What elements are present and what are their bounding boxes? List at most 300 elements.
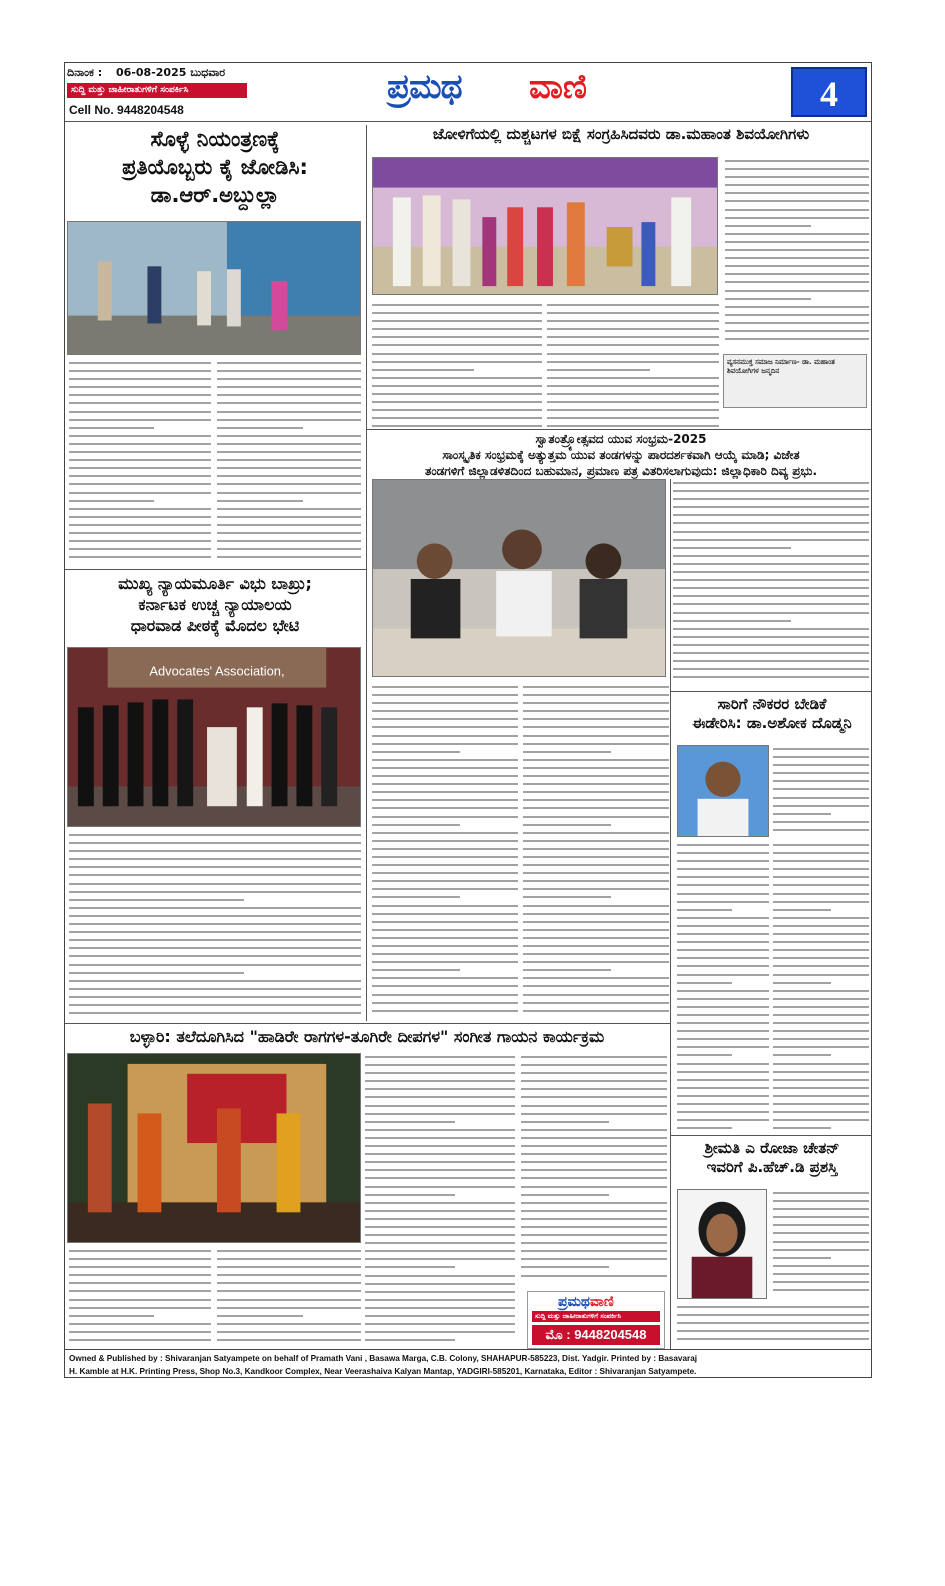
text-line-placeholder — [372, 837, 518, 845]
text-line-placeholder — [372, 366, 474, 374]
text-line-placeholder — [523, 813, 669, 821]
text-line-placeholder — [69, 1279, 211, 1287]
text-line-placeholder — [217, 375, 361, 383]
text-line-placeholder — [372, 382, 542, 390]
text-line-placeholder — [217, 1312, 303, 1320]
headline-line: ಮುಖ್ಯ ನ್ಯಾಯಮೂರ್ತಿ ವಿಭು ಬಾಖ್ರು; — [118, 574, 312, 593]
text-line-placeholder — [69, 1271, 211, 1279]
headline-line: ಸ್ವಾತಂತ್ರ್ಯೋತ್ಸವದ ಯುವ ಸಂಭ್ರಮ-2025 — [535, 432, 707, 446]
text-line-placeholder — [372, 341, 542, 349]
text-line-placeholder — [523, 974, 669, 982]
text-line-placeholder — [547, 366, 650, 374]
text-line-placeholder — [521, 1174, 667, 1182]
text-line-placeholder — [521, 1118, 609, 1126]
text-line-placeholder — [521, 1191, 609, 1199]
text-line-placeholder — [521, 1215, 667, 1223]
text-line-placeholder — [69, 464, 211, 472]
text-line-placeholder — [372, 406, 542, 414]
text-line-placeholder — [372, 723, 518, 731]
text-line-placeholder — [217, 1320, 361, 1328]
text-line-placeholder — [69, 448, 211, 456]
text-line-placeholder — [372, 974, 518, 982]
text-line-placeholder — [365, 1215, 515, 1223]
date-line — [67, 66, 225, 80]
text-line-placeholder — [365, 1158, 515, 1166]
text-line-placeholder — [523, 902, 669, 910]
text-line-placeholder — [372, 1007, 518, 1015]
imprint-line-2: H. Kamble at H.K. Printing Press, Shop No.3, Kandkoor Complex, Near Veerashaiva Kalyan Mantap, YADGIRI-585201, Karnataka, Editor : Shivaranjan Satyampete. — [69, 1367, 697, 1376]
date-value: 06-08-2025 ಬುಧವಾರ — [116, 66, 226, 79]
text-line-placeholder — [523, 926, 669, 934]
headline-shivayogi: ಜೋಳಿಗೆಯಲ್ಲಿ ದುಶ್ಚಟಗಳ ಬಿಕ್ಷೆ ಸಂಗ್ರಹಿಸಿದವರು ಡಾ.ಮಹಾಂತ ಶಿವಯೋಗಿಗಳು — [432, 125, 810, 143]
text-line-placeholder — [69, 855, 361, 863]
text-line-placeholder — [521, 1223, 667, 1231]
text-line-placeholder — [773, 1084, 869, 1092]
text-line-placeholder — [365, 1231, 515, 1239]
text-line-placeholder — [69, 936, 361, 944]
text-line-placeholder — [521, 1142, 667, 1150]
text-line-placeholder — [372, 869, 518, 877]
text-line-placeholder — [365, 1085, 515, 1093]
text-line-placeholder — [773, 1060, 869, 1068]
text-line-placeholder — [521, 1263, 609, 1271]
text-line-placeholder — [521, 1126, 667, 1134]
text-line-placeholder — [217, 1255, 361, 1263]
text-line-placeholder — [673, 528, 869, 536]
text-line-placeholder — [372, 301, 542, 309]
text-line-placeholder — [773, 873, 869, 881]
text-line-placeholder — [523, 999, 669, 1007]
newspaper-logo — [387, 67, 607, 117]
text-line-placeholder — [677, 1335, 869, 1343]
text-line-placeholder — [677, 1124, 732, 1132]
text-line-placeholder — [217, 472, 361, 480]
text-line-placeholder — [69, 863, 361, 871]
text-line-placeholder — [69, 1304, 211, 1312]
text-line-placeholder — [365, 1320, 515, 1328]
promo-strip: ಸುದ್ದಿ ಮತ್ತು ಜಾಹೀರಾತುಗಳಿಗೆ ಸಂಪರ್ಕಿಸಿ — [532, 1311, 660, 1322]
text-line-placeholder — [677, 1043, 769, 1051]
text-line-placeholder — [365, 1223, 515, 1231]
text-line-placeholder — [547, 382, 719, 390]
text-line-placeholder — [365, 1102, 515, 1110]
newspaper-page — [64, 62, 872, 1378]
text-line-placeholder — [69, 545, 211, 553]
photo-mosquito-inspection — [67, 221, 361, 355]
text-line-placeholder — [69, 944, 361, 952]
text-line-placeholder — [523, 910, 669, 918]
text-line-placeholder — [69, 383, 211, 391]
text-line-placeholder — [69, 880, 361, 888]
text-line-placeholder — [677, 1068, 769, 1076]
article-text-music-col1a — [69, 1247, 211, 1345]
headline-mosquito-control — [65, 125, 365, 209]
text-line-placeholder — [69, 969, 244, 977]
text-line-placeholder — [773, 1019, 869, 1027]
text-line-placeholder — [523, 966, 611, 974]
text-line-placeholder — [725, 189, 869, 197]
text-line-placeholder — [69, 896, 244, 904]
article-text-music-col3 — [521, 1053, 667, 1287]
headline-line: ಸೊಳ್ಳೆ ನಿಯಂತ್ರಣಕ್ಕೆ — [150, 127, 280, 151]
text-line-placeholder — [725, 157, 869, 165]
text-line-placeholder — [677, 841, 769, 849]
text-line-placeholder — [523, 829, 669, 837]
text-line-placeholder — [725, 206, 869, 214]
text-line-placeholder — [677, 849, 769, 857]
text-line-placeholder — [372, 861, 518, 869]
imprint-line-1: Owned & Published by : Shivaranjan Satyampete on behalf of Pramath Vani , Basawa Marga, C.B. Colony, SHAHAPUR-585223, Dist. Yadgir. Printed by : Basavaraj — [69, 1354, 698, 1363]
text-line-placeholder — [773, 1246, 869, 1254]
text-line-placeholder — [673, 609, 869, 617]
text-line-placeholder — [673, 584, 869, 592]
text-line-placeholder — [773, 1027, 869, 1035]
article-text-music-col1b — [217, 1247, 361, 1345]
headline-music-program: ಬಳ್ಳಾರಿ: ತಲೆದೂಗಿಸಿದ "ಹಾಡಿರೇ ರಾಗಗಳ-ತೂಗಿರೇ ದೀಪಗಳ" ಸಂಗೀತ ಗಾಯನ ಕಾರ್ಯಕ್ರಮ — [129, 1027, 605, 1046]
text-line-placeholder — [773, 1092, 869, 1100]
text-line-placeholder — [725, 246, 869, 254]
text-line-placeholder — [523, 991, 669, 999]
text-line-placeholder — [217, 1328, 361, 1336]
text-line-placeholder — [372, 950, 518, 958]
text-line-placeholder — [523, 748, 611, 756]
text-line-placeholder — [523, 707, 669, 715]
text-line-placeholder — [372, 942, 518, 950]
text-line-placeholder — [523, 732, 669, 740]
text-line-placeholder — [69, 1255, 211, 1263]
article-text-transport-col1 — [677, 841, 769, 1133]
text-line-placeholder — [523, 780, 669, 788]
text-line-placeholder — [69, 920, 361, 928]
text-line-placeholder — [69, 839, 361, 847]
text-line-placeholder — [372, 877, 518, 885]
text-line-placeholder — [521, 1134, 667, 1142]
text-line-placeholder — [523, 772, 669, 780]
text-line-placeholder — [547, 325, 719, 333]
text-line-placeholder — [523, 699, 669, 707]
text-line-placeholder — [69, 513, 211, 521]
text-line-placeholder — [372, 893, 460, 901]
text-line-placeholder — [673, 673, 869, 681]
article-text-chief-justice — [69, 831, 361, 1021]
text-line-placeholder — [365, 1336, 455, 1344]
text-line-placeholder — [217, 553, 361, 561]
text-line-placeholder — [547, 333, 719, 341]
text-line-placeholder — [523, 934, 669, 942]
text-line-placeholder — [725, 181, 869, 189]
text-line-placeholder — [673, 592, 869, 600]
text-line-placeholder — [677, 1319, 869, 1327]
text-line-placeholder — [365, 1142, 515, 1150]
text-line-placeholder — [217, 529, 361, 537]
text-line-placeholder — [521, 1110, 667, 1118]
text-line-placeholder — [523, 788, 669, 796]
logo-part-pramatha: ಪ್ರಮಥ — [387, 67, 462, 107]
text-line-placeholder — [547, 317, 719, 325]
text-line-placeholder — [677, 865, 769, 873]
text-line-placeholder — [365, 1166, 515, 1174]
text-line-placeholder — [69, 1263, 211, 1271]
text-line-placeholder — [365, 1126, 515, 1134]
text-line-placeholder — [521, 1077, 667, 1085]
text-line-placeholder — [365, 1183, 515, 1191]
headline-line: ಧಾರವಾಡ ಪೀಠಕ್ಕೆ ಮೊದಲ ಭೇಟಿ — [130, 616, 300, 635]
text-line-placeholder — [521, 1183, 667, 1191]
text-line-placeholder — [69, 1320, 211, 1328]
text-line-placeholder — [521, 1199, 667, 1207]
text-line-placeholder — [773, 938, 869, 946]
cell-label: Cell No. — [69, 103, 114, 117]
text-line-placeholder — [773, 849, 869, 857]
text-line-placeholder — [773, 1238, 869, 1246]
text-line-placeholder — [677, 1092, 769, 1100]
headline-line: ಪ್ರತಿಯೊಬ್ಬರು ಕೈ ಜೋಡಿಸಿ: — [122, 155, 308, 179]
text-line-placeholder — [69, 1328, 211, 1336]
text-line-placeholder — [673, 641, 869, 649]
text-line-placeholder — [773, 1205, 869, 1213]
text-line-placeholder — [521, 1093, 667, 1101]
text-line-placeholder — [773, 785, 869, 793]
text-line-placeholder — [365, 1061, 515, 1069]
text-line-placeholder — [725, 214, 869, 222]
text-line-placeholder — [372, 788, 518, 796]
headline-chief-justice — [65, 573, 365, 636]
text-line-placeholder — [69, 871, 361, 879]
text-line-placeholder — [365, 1118, 455, 1126]
text-line-placeholder — [217, 505, 361, 513]
text-line-placeholder — [773, 1116, 869, 1124]
date-label: ದಿನಾಂಕ : — [67, 66, 103, 79]
text-line-placeholder — [365, 1280, 515, 1288]
text-line-placeholder — [372, 853, 518, 861]
text-line-placeholder — [773, 769, 869, 777]
text-line-placeholder — [677, 914, 769, 922]
text-line-placeholder — [773, 794, 869, 802]
article-text-phd-col2-top — [773, 1189, 869, 1301]
text-line-placeholder — [725, 327, 869, 335]
text-line-placeholder — [547, 414, 719, 422]
text-line-placeholder — [521, 1239, 667, 1247]
text-line-placeholder — [372, 934, 518, 942]
text-line-placeholder — [773, 1076, 869, 1084]
text-line-placeholder — [523, 715, 669, 723]
text-line-placeholder — [523, 877, 669, 885]
text-line-placeholder — [673, 568, 869, 576]
text-line-placeholder — [677, 857, 769, 865]
text-line-placeholder — [673, 576, 869, 584]
text-line-placeholder — [725, 230, 869, 238]
text-line-placeholder — [677, 971, 769, 979]
text-line-placeholder — [365, 1328, 515, 1336]
text-line-placeholder — [69, 399, 211, 407]
text-line-placeholder — [773, 1100, 869, 1108]
text-line-placeholder — [69, 1296, 211, 1304]
logo-part-vani: ವಾಣಿ — [529, 67, 587, 107]
text-line-placeholder — [725, 173, 869, 181]
text-line-placeholder — [773, 1051, 831, 1059]
text-line-placeholder — [372, 707, 518, 715]
text-line-placeholder — [725, 295, 811, 303]
text-line-placeholder — [677, 873, 769, 881]
text-line-placeholder — [69, 456, 211, 464]
text-line-placeholder — [365, 1239, 515, 1247]
text-line-placeholder — [773, 971, 869, 979]
headline-youth-festival — [369, 431, 872, 479]
article-text-music-col2 — [365, 1053, 515, 1345]
text-line-placeholder — [372, 732, 518, 740]
article-text-phd-bottom — [677, 1303, 869, 1345]
text-line-placeholder — [547, 350, 719, 358]
text-line-placeholder — [69, 367, 211, 375]
text-line-placeholder — [372, 764, 518, 772]
cell-number: 9448204548 — [117, 103, 184, 117]
text-line-placeholder — [521, 1247, 667, 1255]
text-line-placeholder — [773, 1286, 869, 1294]
text-line-placeholder — [217, 440, 361, 448]
text-line-placeholder — [365, 1150, 515, 1158]
text-line-placeholder — [773, 995, 869, 1003]
text-line-placeholder — [725, 287, 869, 295]
text-line-placeholder — [725, 335, 869, 343]
text-line-placeholder — [773, 826, 869, 834]
text-line-placeholder — [372, 683, 518, 691]
text-line-placeholder — [69, 537, 211, 545]
page-number: 4 — [791, 67, 867, 117]
text-line-placeholder — [372, 902, 518, 910]
text-line-placeholder — [677, 962, 769, 970]
text-line-placeholder — [365, 1053, 515, 1061]
text-line-placeholder — [547, 390, 719, 398]
text-line-placeholder — [69, 424, 154, 432]
text-line-placeholder — [677, 922, 769, 930]
text-line-placeholder — [69, 529, 211, 537]
text-line-placeholder — [677, 1303, 869, 1311]
text-line-placeholder — [365, 1134, 515, 1142]
text-line-placeholder — [372, 796, 518, 804]
text-line-placeholder — [773, 1043, 869, 1051]
text-line-placeholder — [372, 317, 542, 325]
text-line-placeholder — [217, 1304, 361, 1312]
text-line-placeholder — [673, 536, 869, 544]
headline-line: ಡಾ.ಆರ್.ಅಬ್ದುಲ್ಲಾ — [150, 183, 280, 207]
text-line-placeholder — [217, 545, 361, 553]
text-line-placeholder — [365, 1255, 515, 1263]
text-line-placeholder — [773, 1189, 869, 1197]
promo-logo — [558, 1294, 614, 1310]
text-line-placeholder — [677, 1100, 769, 1108]
text-line-placeholder — [725, 278, 869, 286]
text-line-placeholder — [372, 398, 542, 406]
text-line-placeholder — [372, 756, 518, 764]
text-line-placeholder — [372, 991, 518, 999]
text-line-placeholder — [725, 197, 869, 205]
text-line-placeholder — [773, 1221, 869, 1229]
text-line-placeholder — [372, 885, 518, 893]
text-line-placeholder — [217, 408, 361, 416]
text-line-placeholder — [365, 1199, 515, 1207]
text-line-placeholder — [365, 1288, 515, 1296]
text-line-placeholder — [523, 893, 611, 901]
headline-line: ಸಾರಿಗೆ ನೌಕರರ ಬೇಡಿಕೆ — [717, 695, 827, 713]
text-line-placeholder — [677, 1327, 869, 1335]
text-line-placeholder — [773, 946, 869, 954]
text-line-placeholder — [523, 740, 669, 748]
text-line-placeholder — [677, 906, 732, 914]
text-line-placeholder — [217, 1263, 361, 1271]
text-line-placeholder — [523, 861, 669, 869]
text-line-placeholder — [773, 761, 869, 769]
text-line-placeholder — [365, 1263, 455, 1271]
text-line-placeholder — [773, 802, 869, 810]
headline-line: ಈಡೇರಿಸಿ: ಡಾ.ಅಶೋಕ ದೊಡ್ಮನಿ — [692, 714, 852, 732]
text-line-placeholder — [365, 1272, 515, 1280]
text-line-placeholder — [521, 1158, 667, 1166]
article-text-shivayogi-col1 — [372, 301, 542, 431]
text-line-placeholder — [521, 1207, 667, 1215]
text-line-placeholder — [365, 1077, 515, 1085]
text-line-placeholder — [677, 1060, 769, 1068]
text-line-placeholder — [372, 926, 518, 934]
text-line-placeholder — [372, 845, 518, 853]
text-line-placeholder — [523, 853, 669, 861]
text-line-placeholder — [523, 756, 669, 764]
text-line-placeholder — [725, 262, 869, 270]
text-line-placeholder — [677, 979, 732, 987]
text-line-placeholder — [372, 333, 542, 341]
article-text-youth-festival-col3 — [673, 479, 869, 689]
text-line-placeholder — [69, 489, 211, 497]
text-line-placeholder — [677, 1011, 769, 1019]
text-line-placeholder — [673, 665, 869, 673]
text-line-placeholder — [673, 600, 869, 608]
text-line-placeholder — [547, 358, 719, 366]
text-line-placeholder — [523, 821, 611, 829]
text-line-placeholder — [523, 764, 669, 772]
article-text-mosquito-col1 — [69, 359, 211, 567]
text-line-placeholder — [547, 341, 719, 349]
text-line-placeholder — [69, 831, 361, 839]
text-line-placeholder — [523, 796, 669, 804]
article-text-shivayogi-col3 — [725, 157, 869, 349]
text-line-placeholder — [673, 487, 869, 495]
column-divider — [670, 479, 671, 1349]
masthead-divider — [65, 121, 872, 122]
text-line-placeholder — [69, 1001, 361, 1009]
text-line-placeholder — [69, 553, 211, 561]
headline-phd-award — [671, 1139, 872, 1177]
text-line-placeholder — [547, 406, 719, 414]
text-line-placeholder — [725, 319, 869, 327]
text-line-placeholder — [372, 691, 518, 699]
text-line-placeholder — [69, 912, 361, 920]
text-line-placeholder — [69, 952, 361, 960]
text-line-placeholder — [773, 841, 869, 849]
text-line-placeholder — [217, 1296, 361, 1304]
text-line-placeholder — [725, 238, 869, 246]
text-line-placeholder — [773, 1108, 869, 1116]
text-line-placeholder — [725, 303, 869, 311]
text-line-placeholder — [69, 359, 211, 367]
text-line-placeholder — [523, 958, 669, 966]
text-line-placeholder — [773, 987, 869, 995]
text-line-placeholder — [677, 995, 769, 1003]
text-line-placeholder — [523, 885, 669, 893]
text-line-placeholder — [69, 521, 211, 529]
text-line-placeholder — [677, 1084, 769, 1092]
text-line-placeholder — [217, 537, 361, 545]
text-line-placeholder — [217, 432, 361, 440]
text-line-placeholder — [547, 374, 719, 382]
